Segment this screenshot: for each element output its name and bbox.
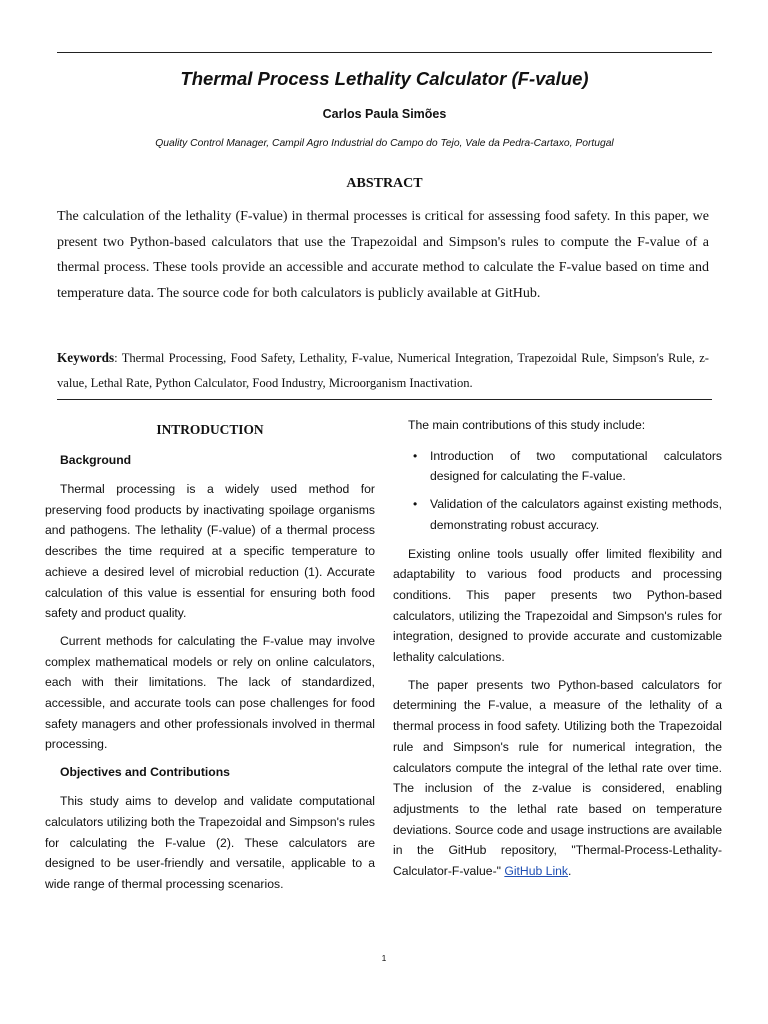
contribution-text: Introduction of two computational calculators designed for calculating the F-value. xyxy=(430,448,722,484)
keywords-label: Keywords xyxy=(57,350,115,365)
abstract-bottom-rule xyxy=(57,399,712,400)
existing-tools-paragraph: Existing online tools usually offer limited flexibility and adaptability to various food products and processing conditions. This paper presents two Python-based calculators, utilizing the Trapezoidal and Simpson's rules for integration, designed to provide accurate and customizable lethality calculations. xyxy=(393,546,722,665)
background-paragraph-1: Thermal processing is a widely used method for preserving food products by inactivating spoilage organisms and pathogens. The lethality (F-value) of a thermal process describes the time required at a specific temperature to achieve a desired level of microbial reduction (1). Accurate calculation of this value is essential for ensuring both food safety and product quality. xyxy=(45,482,375,621)
right-column xyxy=(393,415,722,889)
contributions-list xyxy=(393,446,722,536)
contribution-text: Validation of the calculators against existing methods, demonstrating robust accuracy. xyxy=(430,497,722,532)
contributions-intro: The main contributions of this study include: xyxy=(408,418,646,432)
github-link[interactable]: GitHub Link xyxy=(504,864,569,879)
page-number: 1 xyxy=(381,953,387,963)
abstract-text: The calculation of the lethality (F-value) in thermal processes is critical for assessing food safety. In this paper, we present two Python-based calculators that use the Trapezoidal and Simpson's rules to compute the F-value of a thermal process. These tools provide an accessible and accurate method to calculate the F-value based on time and temperature data. The source code for both calculators is publicly available at GitHub. xyxy=(57,209,709,302)
top-rule xyxy=(57,52,712,53)
author-affiliation: Quality Control Manager, Campil Agro Industrial do Campo do Tejo, Vale da Pedra-Cartaxo, Portugal xyxy=(155,138,614,149)
list-item xyxy=(393,446,722,487)
bullet-icon: • xyxy=(413,497,418,512)
objectives-paragraph: This study aims to develop and validate computational calculators utilizing both the Trapezoidal and Simpson's rules for calculating the F-value (2). These calculators are designed to be user-friendly and versatile, applicable to a wide range of thermal processing scenarios. xyxy=(45,794,375,891)
paper-title: Thermal Process Lethality Calculator (F-value) xyxy=(180,68,589,89)
paragraph-end-period: . xyxy=(568,864,572,879)
list-item xyxy=(393,494,722,535)
paper-presents-text: The paper presents two Python-based calculators for determining the F-value, a measure of the lethality of a thermal process in food safety. Utilizing both the Trapezoidal rule and Simpson's rule for numerical integration, the calculators compute the integral of the lethal rate over time. The inclusion of the z-value is considered, enabling adjustments to the lethal rate based on temperature deviations. Source code and usage instructions are available in the GitHub repository, "Thermal-Process-Lethality-Calculator-F-value-" xyxy=(393,677,722,879)
background-heading: Background xyxy=(60,453,132,467)
background-paragraph-2: Current methods for calculating the F-value may involve complex mathematical models or rely on online calculators, each with their limitations. The lack of standardized, accessible, and accurate tools can pose challenges for food safety managers and other professionals involved in thermal processing. xyxy=(45,633,375,752)
author-name: Carlos Paula Simões xyxy=(322,107,447,121)
objectives-heading: Objectives and Contributions xyxy=(60,765,230,780)
bullet-icon: • xyxy=(413,448,418,463)
left-column xyxy=(45,418,375,902)
introduction-heading: INTRODUCTION xyxy=(156,422,264,437)
abstract-heading: ABSTRACT xyxy=(346,176,423,191)
keywords xyxy=(57,346,709,395)
paper-presents-paragraph xyxy=(393,675,722,882)
keywords-list: : Thermal Processing, Food Safety, Lethality, F-value, Numerical Integration, Trapezoidal Rule, Simpson's Rule, z-value, Lethal Rate, Python Calculator, Food Industry, Microorganism Inactivation. xyxy=(57,351,709,390)
